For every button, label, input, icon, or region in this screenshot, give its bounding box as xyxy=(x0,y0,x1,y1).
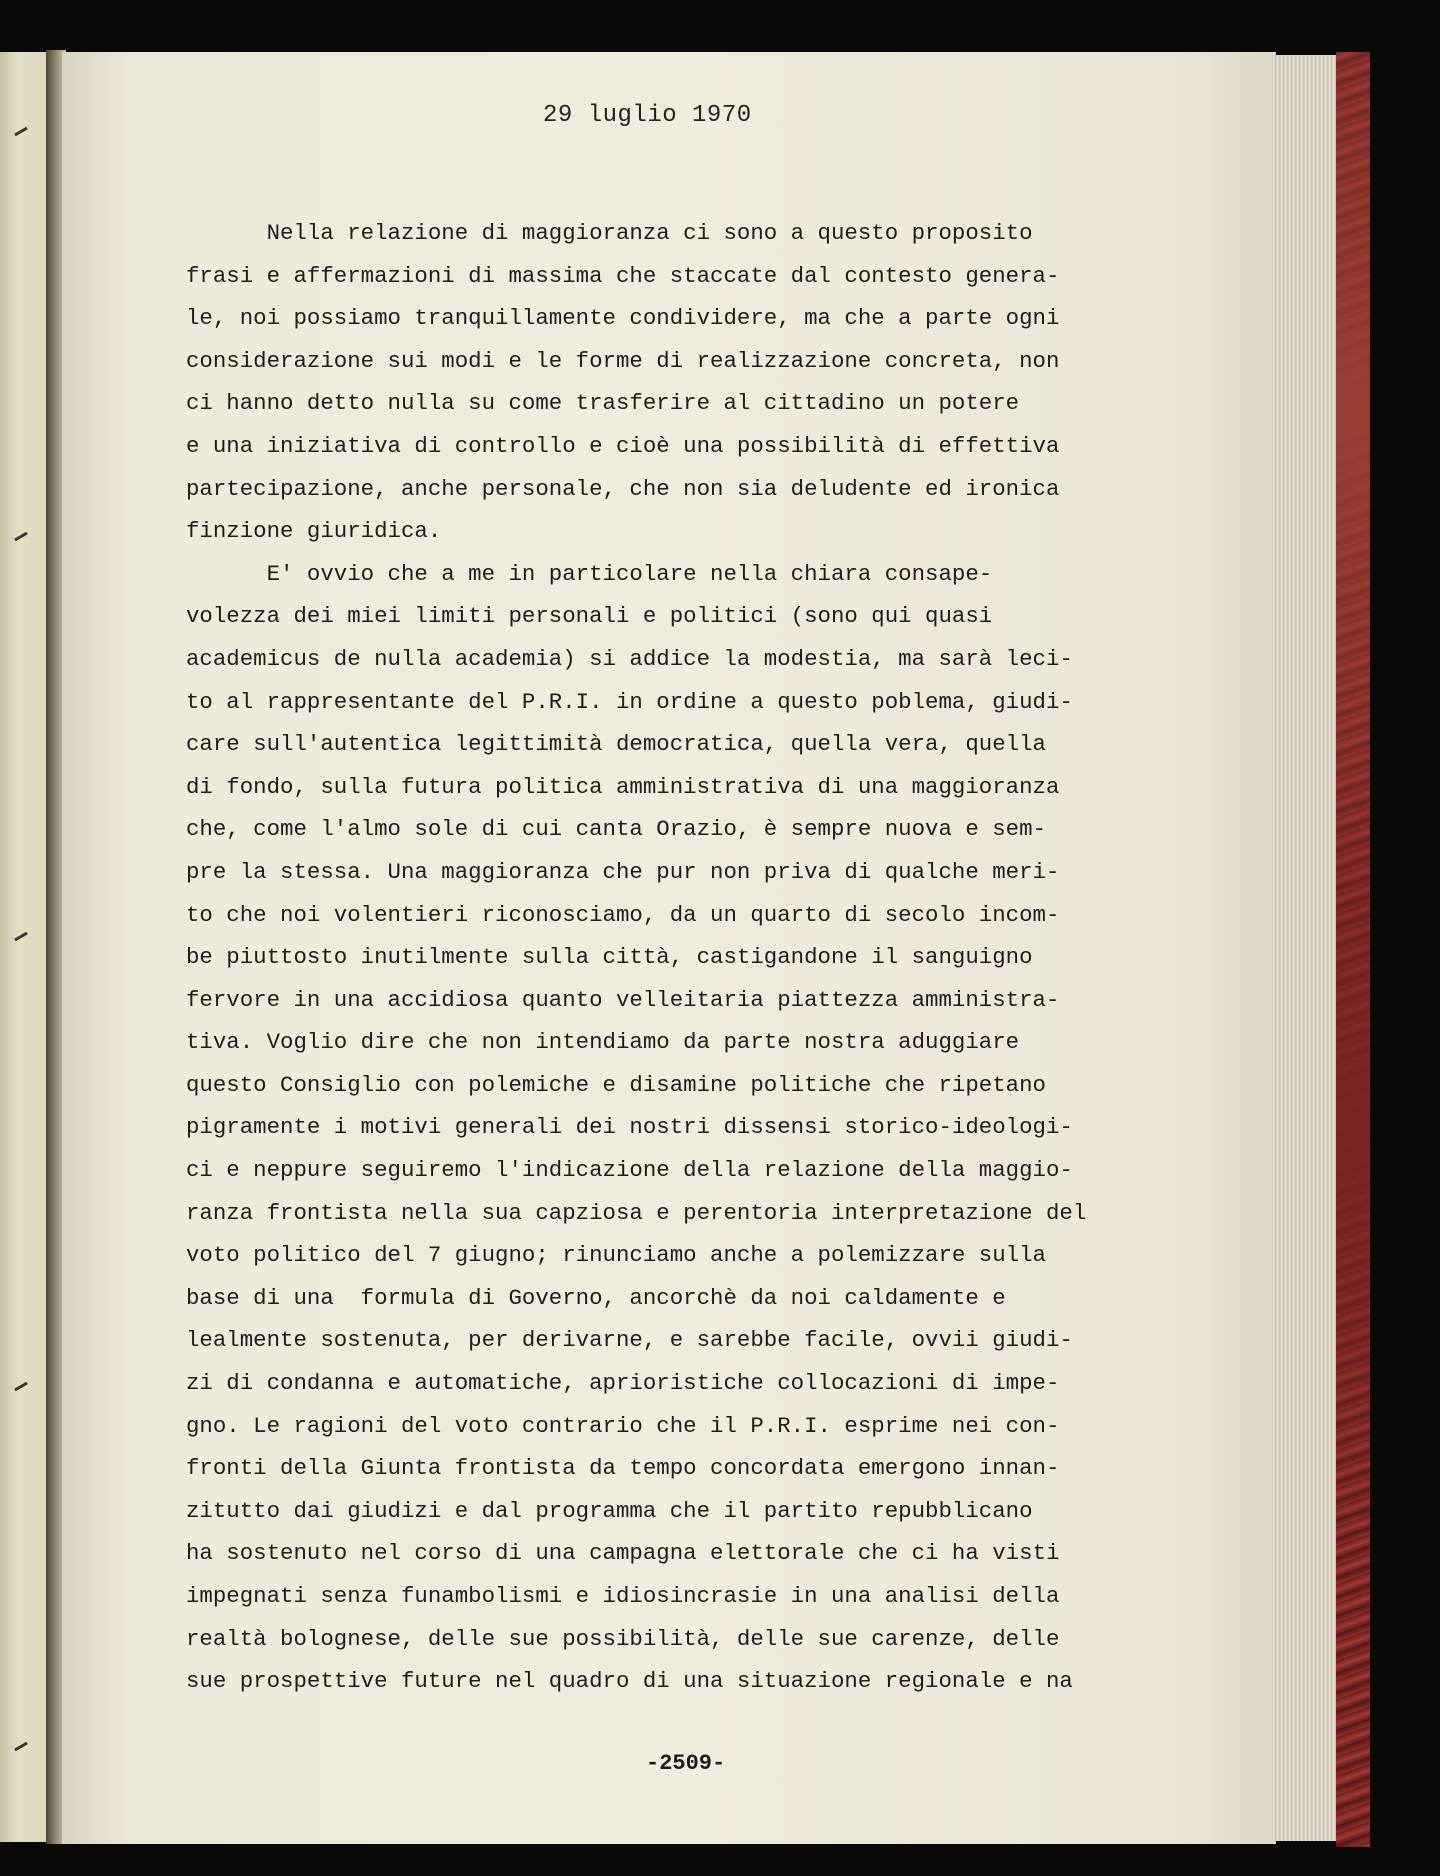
text-line: lealmente sostenuta, per derivarne, e sarebbe facile, ovvii giudi- xyxy=(186,1327,1073,1354)
text-line: fronti della Giunta frontista da tempo concordata emergono innan- xyxy=(186,1455,1060,1482)
text-line: to che noi volentieri riconosciamo, da un quarto di secolo incom- xyxy=(186,901,1060,928)
text-line: E' ovvio che a me in particolare nella chiara consape- xyxy=(186,560,993,587)
text-line: ci hanno detto nulla su come trasferire al cittadino un potere xyxy=(186,390,1020,417)
text-line: e una iniziativa di controllo e cioè una possibilità di effettiva xyxy=(186,432,1060,459)
text-line: realtà bolognese, delle sue possibilità, delle sue carenze, delle xyxy=(186,1625,1060,1652)
text-line: considerazione sui modi e le forme di realizzazione concreta, non xyxy=(186,347,1060,374)
marbled-cover xyxy=(1336,52,1370,1847)
left-page-edge xyxy=(0,52,48,1842)
text-line: care sull'autentica legittimità democratica, quella vera, quella xyxy=(186,731,1046,758)
text-line: to al rappresentante del P.R.I. in ordine a questo poblema, giudi- xyxy=(186,688,1073,715)
page-date: 29 luglio 1970 xyxy=(543,102,752,129)
text-line: voto politico del 7 giugno; rinunciamo anche a polemizzare sulla xyxy=(186,1242,1046,1269)
text-line: finzione giuridica. xyxy=(186,518,442,545)
text-line: frasi e affermazioni di massima che staccate dal contesto genera- xyxy=(186,262,1060,289)
text-line: gno. Le ragioni del voto contrario che il P.R.I. esprime nei con- xyxy=(186,1412,1060,1439)
text-line: pigramente i motivi generali dei nostri dissensi storico-ideologi- xyxy=(186,1114,1073,1141)
text-line: academicus de nulla academia) si addice la modestia, ma sarà leci- xyxy=(186,645,1073,672)
text-line: ci e neppure seguiremo l'indicazione della relazione della maggio- xyxy=(186,1157,1073,1184)
text-line: Nella relazione di maggioranza ci sono a questo proposito xyxy=(186,220,1033,246)
text-line: impegnati senza funambolismi e idiosincrasie in una analisi della xyxy=(186,1583,1060,1609)
text-line: che, come l'almo sole di cui canta Orazio, è sempre nuova e sem- xyxy=(186,816,1046,843)
text-line: ranza frontista nella sua capziosa e perentoria interpretazione del xyxy=(186,1199,1087,1226)
text-line: fervore in una accidiosa quanto velleitaria piattezza amministra- xyxy=(186,986,1060,1013)
text-line: tiva. Voglio dire che non intendiamo da parte nostra aduggiare xyxy=(186,1029,1020,1056)
text-line: le, noi possiamo tranquillamente condividere, ma che a parte ogni xyxy=(186,305,1060,332)
text-line: zi di condanna e automatiche, aprioristiche collocazioni di impe- xyxy=(186,1370,1060,1397)
text-line: pre la stessa. Una maggioranza che pur non priva di qualche meri- xyxy=(186,858,1060,885)
text-line: volezza dei miei limiti personali e politici (sono qui quasi xyxy=(186,603,993,630)
page-edges xyxy=(1272,55,1336,1841)
text-line: zitutto dai giudizi e dal programma che il partito repubblicano xyxy=(186,1497,1033,1524)
text-line: ha sostenuto nel corso di una campagna elettorale che ci ha visti xyxy=(186,1540,1060,1567)
page-number: -2509- xyxy=(646,1751,726,1776)
text-line: questo Consiglio con polemiche e disamine politiche che ripetano xyxy=(186,1071,1046,1098)
text-line: di fondo, sulla futura politica amministrativa di una maggioranza xyxy=(186,773,1060,800)
text-line: base di una formula di Governo, ancorchè da noi caldamente e xyxy=(186,1284,1006,1311)
text-line: be piuttosto inutilmente sulla città, castigandone il sanguigno xyxy=(186,944,1033,971)
typed-text-body xyxy=(186,212,1186,1703)
text-line: sue prospettive future nel quadro di una situazione regionale e na xyxy=(186,1668,1073,1695)
text-line: partecipazione, anche personale, che non sia deludente ed ironica xyxy=(186,475,1060,502)
